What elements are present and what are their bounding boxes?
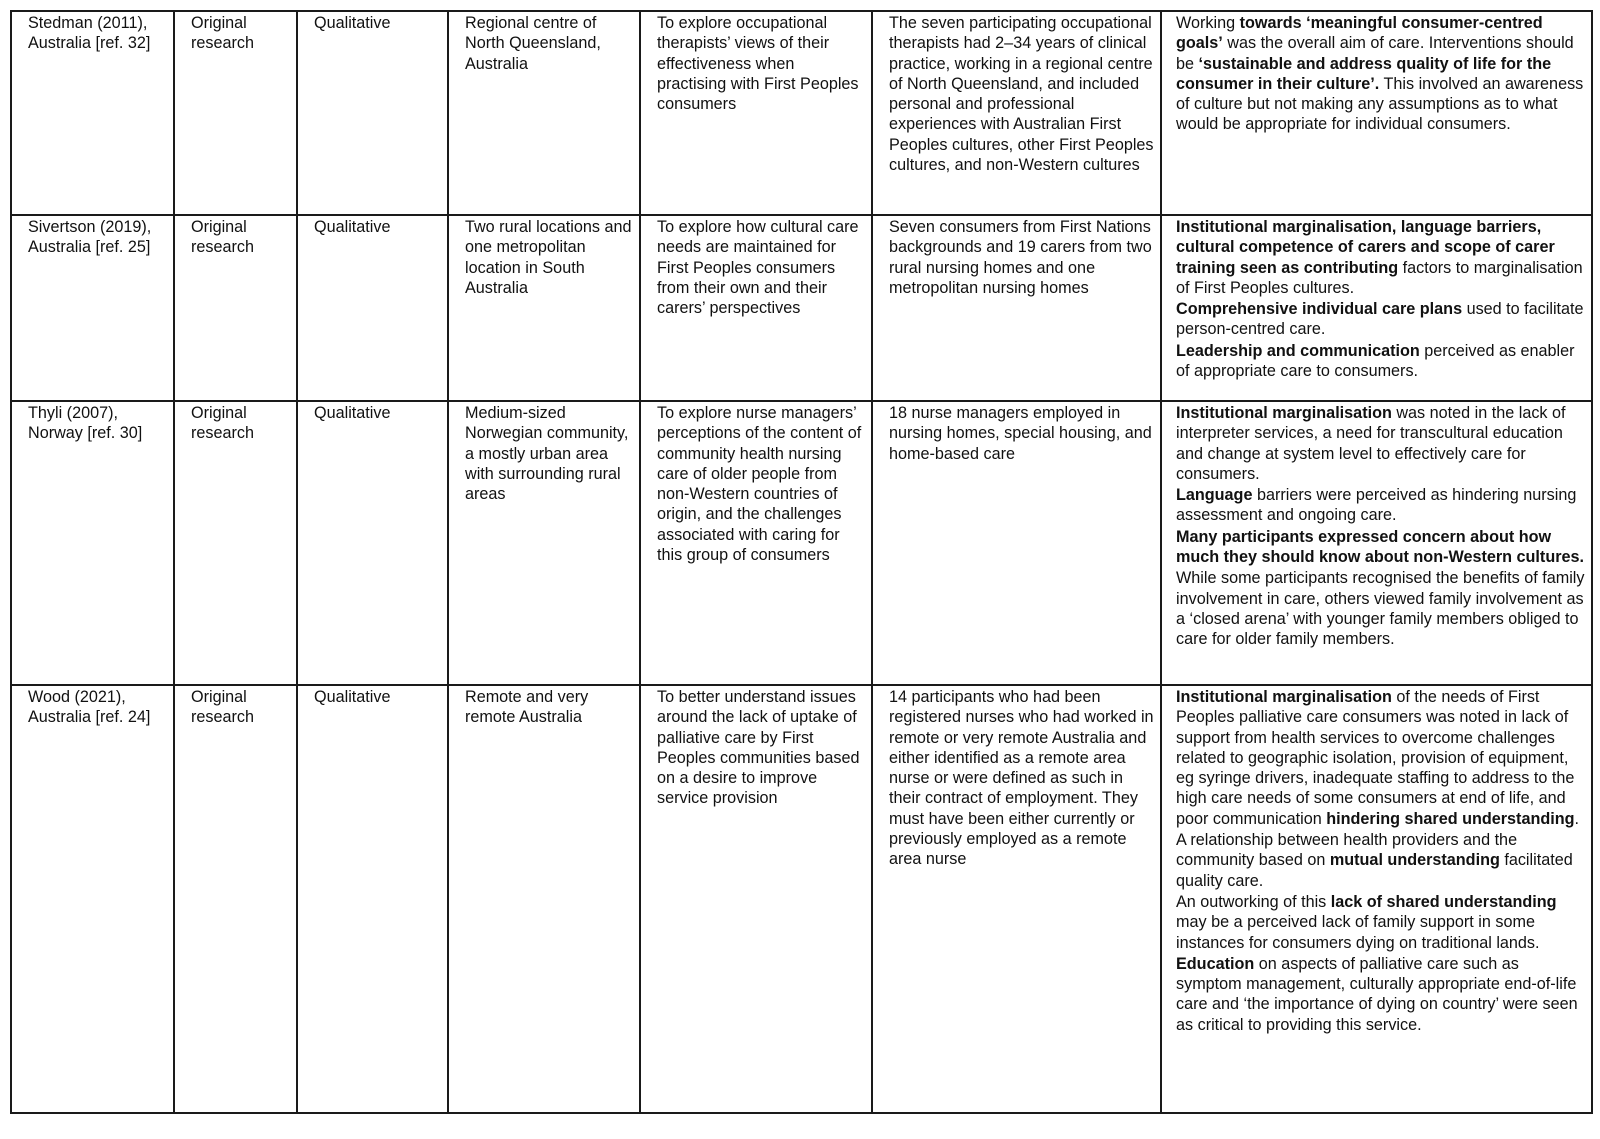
- design-cell: Qualitative: [297, 11, 448, 215]
- finding-paragraph: [1176, 830, 1587, 891]
- finding-paragraph: [1176, 299, 1587, 340]
- finding-text: Working: [1176, 14, 1240, 32]
- table-row: [11, 685, 1592, 1113]
- finding-paragraph: [1176, 217, 1587, 298]
- study-cell: Thyli (2007), Norway [ref. 30]: [11, 401, 174, 685]
- source-type-cell: Original research: [174, 685, 297, 1113]
- design-cell: Qualitative: [297, 215, 448, 401]
- finding-paragraph: [1176, 341, 1587, 382]
- table-row: [11, 11, 1592, 215]
- aim-cell: To explore occupational therapists’ views of their effectiveness when practising with First Peoples consumers: [640, 11, 872, 215]
- finding-emphasis: Language: [1176, 486, 1253, 505]
- finding-emphasis: Institutional marginalisation: [1176, 688, 1392, 706]
- study-cell: Stedman (2011), Australia [ref. 32]: [11, 11, 174, 215]
- finding-paragraph: [1176, 13, 1587, 135]
- finding-emphasis: mutual understanding: [1329, 851, 1500, 870]
- finding-emphasis: hindering shared understanding: [1326, 809, 1575, 828]
- finding-text: perceived as enabler of appropriate care to consumers.: [1176, 341, 1575, 381]
- findings-cell: [1161, 685, 1592, 1113]
- finding-text: on aspects of palliative care such as symptom management, culturally appropriate end-of-life care and ‘the importance of dying on country’ were seen as critical to providing this service.: [1176, 954, 1578, 1034]
- finding-paragraph: [1176, 527, 1587, 568]
- finding-emphasis: ‘sustainable and address quality of life for the consumer in their culture’.: [1176, 54, 1552, 93]
- finding-paragraph: [1176, 954, 1587, 1035]
- finding-text: was noted in the lack of interpreter services, a need for transcultural education and change at system level to effectively care for consumers.: [1176, 404, 1566, 483]
- findings-cell: [1161, 215, 1592, 401]
- aim-cell: To explore nurse managers’ perceptions of the content of community health nursing care of older people from non-Western countries of origin, and the challenges associated with caring for this group of consumers: [640, 401, 872, 685]
- participants-cell: Seven consumers from First Nations backgrounds and 19 carers from two rural nursing homes and one metropolitan nursing homes: [872, 215, 1161, 401]
- participants-cell: The seven participating occupational therapists had 2–34 years of clinical practice, working in a regional centre of North Queensland, and included personal and professional experiences with Australian First Peoples cultures, other First Peoples cultures, and non-Western cultures: [872, 11, 1161, 215]
- finding-text: used to facilitate person-centred care.: [1176, 300, 1584, 339]
- study-cell: Wood (2021), Australia [ref. 24]: [11, 685, 174, 1113]
- setting-cell: Medium-sized Norwegian community, a mostly urban area with surrounding rural areas: [448, 401, 640, 685]
- finding-paragraph: [1176, 403, 1587, 484]
- aim-cell: To better understand issues around the lack of uptake of palliative care by First Peoples communities based on a desire to improve service provision: [640, 685, 872, 1113]
- finding-emphasis: towards ‘meaningful consumer-centred goals’: [1176, 14, 1543, 53]
- finding-paragraph: [1176, 568, 1587, 649]
- finding-emphasis: Institutional marginalisation, language barriers, cultural competence of carers and scope of carer training seen as contributing: [1176, 218, 1555, 277]
- finding-emphasis: Leadership and communication: [1176, 341, 1420, 360]
- participants-cell: 14 participants who had been registered nurses who had worked in remote or very remote Australia and either identified as a remote area nurse or were defined as such in their contract of employment. They must have been either currently or previously employed as a remote area nurse: [872, 685, 1161, 1113]
- source-type-cell: Original research: [174, 401, 297, 685]
- finding-emphasis: Comprehensive individual care plans: [1176, 300, 1463, 319]
- finding-emphasis: Many participants expressed concern about how much they should know about non-Western cultures.: [1176, 527, 1585, 567]
- setting-cell: Regional centre of North Queensland, Australia: [448, 11, 640, 215]
- table-row: [11, 215, 1592, 401]
- finding-text: of the needs of First Peoples palliative care consumers was noted in lack of support from health services to overcome challenges related to geographic isolation, provision of equipment, eg syringe drivers, inadequate staffing to address to the high care needs of some consumers at end of life, and poor communication: [1176, 688, 1575, 828]
- findings-cell: [1161, 401, 1592, 685]
- finding-emphasis: lack of shared understanding: [1330, 892, 1557, 911]
- finding-text: A relationship between health providers and the community based on: [1176, 831, 1518, 870]
- finding-emphasis: Institutional marginalisation: [1176, 404, 1392, 422]
- findings-cell: [1161, 11, 1592, 215]
- finding-paragraph: [1176, 687, 1587, 829]
- finding-text: facilitated quality care.: [1176, 851, 1573, 890]
- aim-cell: To explore how cultural care needs are maintained for First Peoples consumers from their own and their carers’ perspectives: [640, 215, 872, 401]
- design-cell: Qualitative: [297, 685, 448, 1113]
- finding-text: This involved an awareness of culture but not making any assumptions as to what would be appropriate for individual consumers.: [1176, 74, 1584, 134]
- study-characteristics-table: [10, 10, 1593, 1114]
- finding-text: factors to marginalisation of First Peoples cultures.: [1176, 258, 1583, 297]
- design-cell: Qualitative: [297, 401, 448, 685]
- study-cell: Sivertson (2019), Australia [ref. 25]: [11, 215, 174, 401]
- finding-paragraph: [1176, 892, 1587, 953]
- participants-cell: 18 nurse managers employed in nursing homes, special housing, and home-based care: [872, 401, 1161, 685]
- table-row: [11, 401, 1592, 685]
- setting-cell: Two rural locations and one metropolitan location in South Australia: [448, 215, 640, 401]
- finding-text: may be a perceived lack of family support in some instances for consumers dying on traditional lands.: [1176, 913, 1540, 952]
- setting-cell: Remote and very remote Australia: [448, 685, 640, 1113]
- finding-text: While some participants recognised the benefits of family involvement in care, others viewed family involvement as a ‘closed arena’ with younger family members obliged to care for older family members.: [1176, 569, 1585, 649]
- source-type-cell: Original research: [174, 215, 297, 401]
- finding-text: was the overall aim of care. Interventions should be: [1176, 34, 1574, 73]
- finding-emphasis: Education: [1176, 954, 1255, 973]
- finding-text: barriers were perceived as hindering nursing assessment and ongoing care.: [1176, 486, 1577, 525]
- finding-paragraph: [1176, 485, 1587, 526]
- finding-text: .: [1574, 809, 1579, 828]
- finding-text: An outworking of this: [1176, 892, 1331, 911]
- source-type-cell: Original research: [174, 11, 297, 215]
